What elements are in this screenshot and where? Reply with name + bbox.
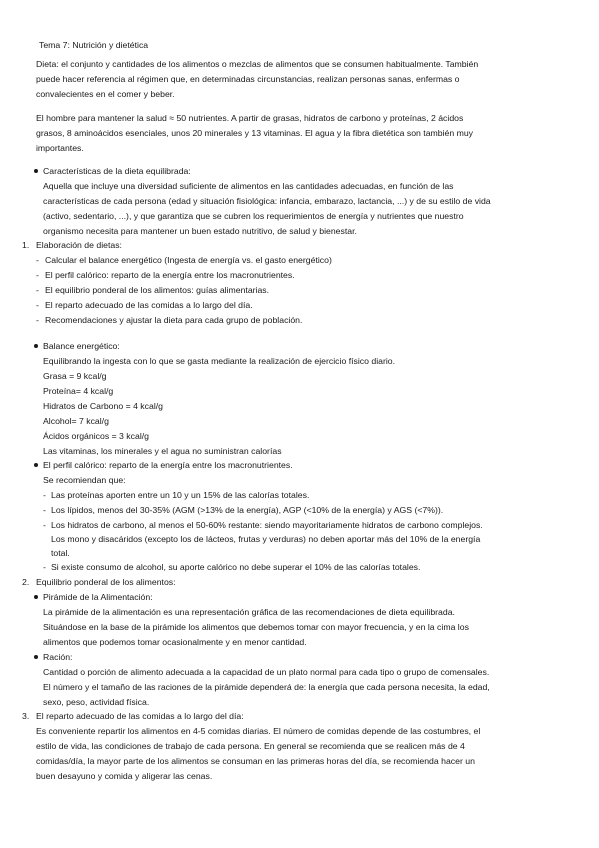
section-number: 3. [22,711,30,721]
intro-line: convalecientes en el comer y beber. [36,89,175,99]
section-heading: Elaboración de dietas: [36,240,122,250]
meals-line: buen desayuno y comida y aligerar las cenas. [36,771,213,781]
requirements-line: El hombre para mantener la salud ≈ 50 nutrientes. A partir de grasas, hidratos de carbono y proteínas, 2 ácidos [36,113,464,123]
section-number: 2. [22,577,30,587]
energy-balance-heading: Balance energético: [43,339,120,354]
list-item: Los hidratos de carbono, al menos el 50-60% restante: siendo mayoritariamente hidratos de carbono complejos. [51,520,483,530]
list-item: Las proteínas aporten entre un 10 y un 15% de las calorías totales. [51,490,310,500]
ration-heading: Ración: [43,650,72,665]
meals-line: comidas/día, la mayor parte de los alimentos se consuman en las primeras horas del día, se recomienda hacer un [36,756,475,766]
list-dash: - [36,285,39,295]
energy-balance-line: Las vitaminas, los minerales y el agua no suministran calorías [43,446,282,456]
balanced-diet-line: Aquella que incluye una diversidad suficiente de alimentos en las cantidades adecuadas, en función de las [43,181,454,191]
ration-line: sexo, peso, actividad física. [43,697,150,707]
pyramid-heading: Pirámide de la Alimentación: [43,590,153,605]
ration-line: El número y el tamaño de las raciones de la pirámide dependerá de: la energía que cada persona necesita, la edad, [43,682,490,692]
pyramid-line: La pirámide de la alimentación es una representación gráfica de las recomendaciones de dieta equilibrada. [43,607,455,617]
meals-line: estilo de vida, las condiciones de trabajo de cada persona. En general se recomienda que se realicen más de 4 [36,741,465,751]
section-heading: El reparto adecuado de las comidas a lo largo del día: [36,711,244,721]
caloric-profile-heading: El perfil calórico: reparto de la energía entre los macronutrientes. [43,458,293,473]
energy-value-line: Ácidos orgánicos = 3 kcal/g [43,431,149,441]
pyramid-line: Situándose en la base de la pirámide los alimentos que debemos tomar con mayor frecuencia, y en la cima los [43,622,469,632]
list-dash: - [36,315,39,325]
balanced-diet-heading: Características de la dieta equilibrada: [43,164,191,179]
list-item: Recomendaciones y ajustar la dieta para cada grupo de población. [45,315,303,325]
energy-value-line: Grasa = 9 kcal/g [43,371,107,381]
intro-line: puede hacer referencia al régimen que, en determinadas circunstancias, realizan personas sanas, enfermas o [36,74,460,84]
list-dash: - [36,300,39,310]
meals-line: Es conveniente repartir los alimentos en 4-5 comidas diarias. El número de comidas depende de las costumbres, el [36,726,481,736]
caloric-profile-intro: Se recomiendan que: [43,475,126,485]
ration-line: Cantidad o porción de alimento adecuada a la capacidad de un plato normal para cada tipo o grupo de comensales. [43,667,490,677]
pyramid-line: alimentos que podemos tomar ocasionalmente y en menor cantidad. [43,637,307,647]
intro-line: Dieta: el conjunto y cantidades de los alimentos o mezclas de alimentos que se consumen habitualmente. También [36,59,479,69]
requirements-line: grasos, 8 aminoácidos esenciales, unos 20 minerales y 13 vitaminas. El agua y la fibra dietética son también muy [36,128,474,138]
list-dash: - [43,490,46,500]
balanced-diet-line: organismo necesita para mantener un buen estado nutritivo, de salud y bienestar. [43,226,357,236]
energy-value-line: Alcohol= 7 kcal/g [43,416,109,426]
list-item-continuation: Los mono y disacáridos (excepto los de lácteos, frutas y verduras) no deben aportar más del 10% de la energía [51,534,481,544]
requirements-line: importantes. [36,143,84,153]
list-item: El equilibrio ponderal de los alimentos: guías alimentarias. [45,285,270,295]
section-number: 1. [22,240,30,250]
list-dash: - [36,270,39,280]
list-item: Calcular el balance energético (Ingesta de energía vs. el gasto energético) [45,255,332,265]
list-dash: - [36,255,39,265]
section-heading: Equilibrio ponderal de los alimentos: [36,577,176,587]
energy-value-line: Hidratos de Carbono = 4 kcal/g [43,401,164,411]
list-item-continuation: total. [51,548,70,558]
list-dash: - [43,505,46,515]
energy-value-line: Proteína= 4 kcal/g [43,386,114,396]
list-dash: - [43,520,46,530]
energy-balance-line: Equilibrando la ingesta con lo que se gasta mediante la realización de ejercicio físico diario. [43,356,396,366]
list-item: El perfil calórico: reparto de la energía entre los macronutrientes. [45,270,295,280]
list-item: El reparto adecuado de las comidas a lo largo del día. [45,300,253,310]
balanced-diet-line: características de cada persona (edad y situación fisiológica: infancia, embarazo, lactancia, ...) y de su estilo de vida [43,196,491,206]
list-item: Si existe consumo de alcohol, su aporte calórico no debe superar el 10% de las calorías totales. [51,562,421,572]
list-dash: - [43,562,46,572]
balanced-diet-line: (activo, sedentario, ...), y que garantiza que se cubren los requerimientos de energía y nutrientes que nuestro [43,211,464,221]
list-item: Los lípidos, menos del 30-35% (AGM (>13% de la energía), AGP (<10% de la energía) y AGS (<7%)). [51,505,444,515]
page-title: Tema 7: Nutrición y dietética [39,40,149,50]
